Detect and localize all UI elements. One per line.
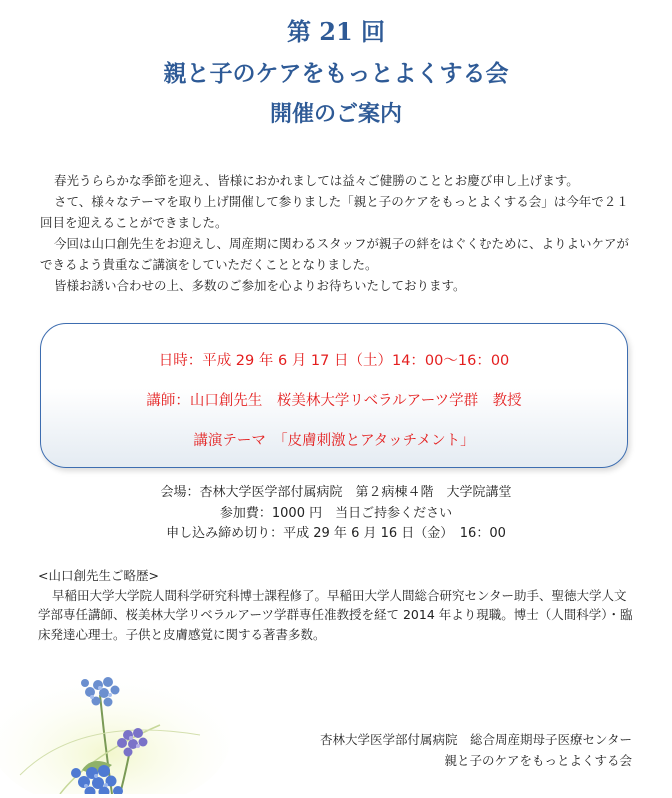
bio-heading: <山口創先生ご略歴> — [38, 568, 159, 583]
intro-paragraph: 皆様お誘い合わせの上、多数のご参加を心よりお待ちいたしております。 — [54, 278, 466, 293]
intro-paragraph: 今回は山口創先生をお迎えし、周産期に関わるスタッフが親子の絆をはぐくむために、よりよいケアができるよう貴重なご講演をしていただくこととなりました。 — [40, 236, 630, 272]
venue-deadline: 申し込み締め切り：平成 29 年 6 月 16 日（金） 16：00 — [166, 526, 506, 541]
flower-decoration — [0, 655, 260, 794]
venue-details — [0, 483, 672, 545]
organization-title: 親と子のケアをもっとよくする会 — [163, 60, 509, 87]
bio-body: 早稲田大学大学院人間科学研究科博士課程修了。早稲田大学人間総合研究センター助手、聖徳大学人文学部専任講師、桜美林大学リベラルアーツ学群専任准教授を経て 2014 年より現職。博士（人間科学）・臨床発達心理士。子供と皮膚感覚に関する著書多数。 — [38, 587, 633, 642]
speaker-bio — [38, 566, 638, 644]
intro-paragraph: 春光うららかな季節を迎え、皆様におかれましては益々ご健勝のこととお慶び申し上げます。 — [54, 173, 579, 188]
edition-title: 第 21 回 — [286, 17, 386, 46]
footer-group: 親と子のケアをもっとよくする会 — [444, 753, 632, 768]
venue-fee: 参加費：1000 円 当日ご持参ください — [219, 505, 453, 521]
venue-place: 会場：杏林大学医学部付属病院 第２病棟４階 大学院講堂 — [160, 485, 512, 500]
event-speaker: 講師：山口創先生 桜美林大学リベラルアーツ学群 教授 — [146, 393, 522, 409]
event-info-box — [40, 323, 628, 468]
intro-paragraph: さて、様々なテーマを取り上げ開催して参りました「親と子のケアをもっとよくする会」は今年で２１回目を迎えることができました。 — [40, 194, 629, 230]
event-datetime: 日時：平成 29 年 6 月 17 日（土）14：00～16：00 — [158, 353, 510, 369]
announcement-subtitle: 開催のご案内 — [269, 101, 402, 127]
hydrangea-flowers-icon — [0, 655, 260, 794]
intro-text — [40, 170, 640, 296]
event-theme: 講演テーマ 「皮膚刺激とアタッチメント」 — [193, 433, 475, 449]
footer-hospital: 杏林大学医学部付属病院 総合周産期母子医療センター — [319, 732, 632, 747]
organizer-footer — [320, 729, 632, 771]
